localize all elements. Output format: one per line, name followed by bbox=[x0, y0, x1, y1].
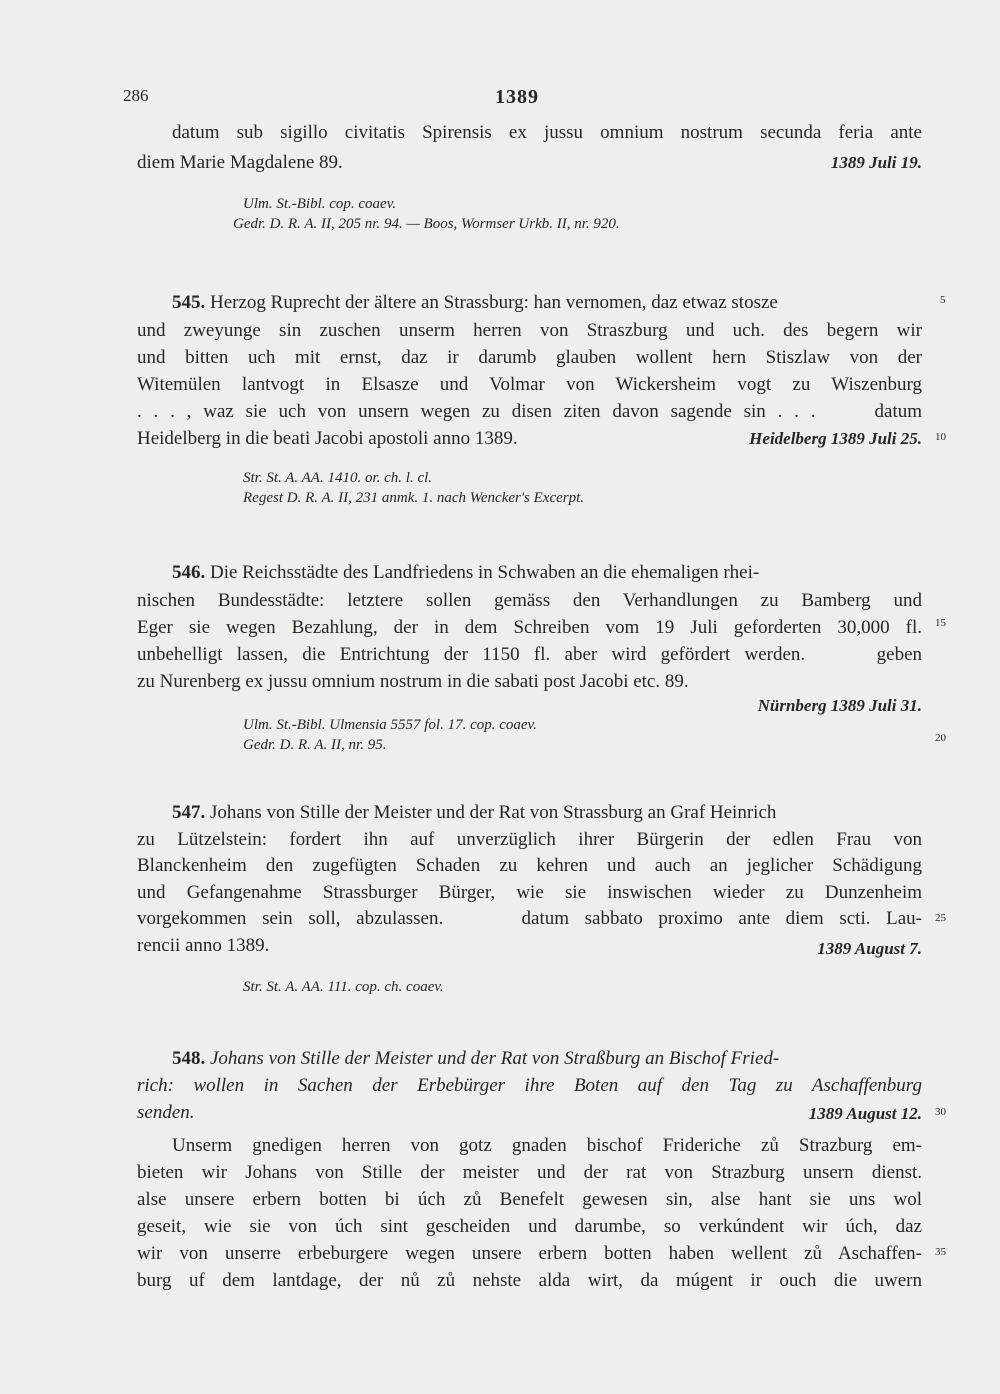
source-line: Str. St. A. AA. 111. cop. ch. coaev. bbox=[243, 979, 444, 995]
text-line: nischen Bundesstädte: letztere sollen gemäss den Verhandlungen zu Bamberg und bbox=[137, 590, 922, 611]
entry-first-line bbox=[172, 800, 922, 826]
text-line: zu Nurenberg ex jussu omnium nostrum in die sabati post Jacobi etc. 89. bbox=[137, 671, 689, 692]
text-line: und zweyunge sin zuschen unserm herren von Straszburg und uch. des begern wir bbox=[137, 320, 922, 341]
text-line: . . . , waz sie uch von unsern wegen zu disen ziten davon sagende sin . . . datum bbox=[137, 401, 922, 422]
text-line: Eger sie wegen Bezahlung, der in dem Schreiben vom 19 Juli geforderten 30,000 fl. bbox=[137, 617, 922, 638]
summary-line: rich: wollen in Sachen der Erbebürger ihre Boten auf den Tag zu Aschaffenburg bbox=[137, 1075, 922, 1096]
entry-date: Heidelberg 1389 Juli 25. bbox=[749, 429, 922, 448]
text-line: Blanckenheim den zugefügten Schaden zu kehren und auch an jeglicher Schädigung bbox=[137, 855, 922, 876]
margin-line-number: 15 bbox=[935, 617, 946, 629]
entry-first-line bbox=[172, 1046, 922, 1072]
margin-line-number: 30 bbox=[935, 1106, 946, 1118]
text-line: Heidelberg in die beati Jacobi apostoli anno 1389. bbox=[137, 428, 518, 449]
text-line: und bitten uch mit ernst, daz ir darumb glauben wollent hern Stiszlaw von der bbox=[137, 347, 922, 368]
entry-first-line bbox=[172, 560, 922, 586]
text-line: bieten wir Johans von Stille der meister und der rat von Strazburg unsern dienst. bbox=[137, 1162, 922, 1183]
text-line: zu Lützelstein: fordert ihn auf unverzüglich ihrer Bürgerin der edlen Frau von bbox=[137, 829, 922, 850]
entry-date: 1389 Juli 19. bbox=[830, 153, 922, 172]
text-line: Unserm gnedigen herren von gotz gnaden bischof Frideriche zů Strazburg em- bbox=[172, 1135, 922, 1156]
source-line: Regest D. R. A. II, 231 anmk. 1. nach Wencker's Excerpt. bbox=[243, 490, 585, 506]
summary-line: senden. bbox=[137, 1102, 195, 1123]
text-line: und Gefangenahme Strassburger Bürger, wie sie inswischen wieder zu Dunzenheim bbox=[137, 882, 922, 903]
margin-line-number: 10 bbox=[935, 431, 946, 443]
text-line: Die Reichsstädte des Landfriedens in Schwaben an die ehemaligen rhei- bbox=[210, 562, 760, 583]
entry-date: 1389 August 7. bbox=[817, 939, 922, 958]
entry-number: 547. bbox=[172, 802, 206, 823]
margin-line-number: 20 bbox=[935, 732, 946, 744]
text-line: datum sub sigillo civitatis Spirensis ex jussu omnium nostrum secunda feria ante bbox=[172, 122, 922, 143]
source-line: Ulm. St.-Bibl. cop. coaev. bbox=[243, 196, 397, 212]
text-line: diem Marie Magdalene 89. bbox=[137, 152, 343, 173]
running-head-year: 1389 bbox=[495, 86, 539, 108]
text-line: geseit, wie sie von úch sint gescheiden und darumbe, so verkúndent wir úch, daz bbox=[137, 1216, 922, 1237]
page-header bbox=[123, 86, 923, 116]
text-line: unbehelligt lassen, die Entrichtung der 1150 fl. aber wird gefördert werden. geben bbox=[137, 644, 922, 665]
entry-number: 548. bbox=[172, 1048, 206, 1069]
text-line: burg uf dem lantdage, der nů zů nehste alda wirt, da múgent ir ouch die uwern bbox=[137, 1270, 922, 1291]
text-line: Herzog Ruprecht der ältere an Strassburg: han vernomen, daz etwaz stosze bbox=[210, 292, 778, 313]
text-line: alse unsere erbern botten bi úch zů Benefelt gewesen sin, alse hant sie uns wol bbox=[137, 1189, 922, 1210]
margin-line-number: 5 bbox=[940, 294, 946, 306]
summary-line: Johans von Stille der Meister und der Rat von Straßburg an Bischof Fried- bbox=[210, 1048, 780, 1069]
source-line: Gedr. D. R. A. II, 205 nr. 94. — Boos, Wormser Urkb. II, nr. 920. bbox=[233, 216, 620, 232]
source-line: Str. St. A. AA. 1410. or. ch. l. cl. bbox=[243, 470, 433, 486]
entry-number: 546. bbox=[172, 562, 206, 583]
source-line: Ulm. St.-Bibl. Ulmensia 5557 fol. 17. cop. coaev. bbox=[243, 717, 537, 733]
margin-line-number: 35 bbox=[935, 1246, 946, 1258]
page-number: 286 bbox=[123, 86, 149, 105]
text-line: wir von unserre erbeburgere wegen unsere erbern botten haben wellent zů Aschaffen- bbox=[137, 1243, 922, 1264]
source-line: Gedr. D. R. A. II, nr. 95. bbox=[243, 737, 387, 753]
margin-line-number: 25 bbox=[935, 912, 946, 924]
entry-number: 545. bbox=[172, 292, 206, 313]
text-line: vorgekommen sein soll, abzulassen. datum sabbato proximo ante diem scti. Lau- bbox=[137, 908, 922, 929]
text-line: Johans von Stille der Meister und der Rat von Strassburg an Graf Heinrich bbox=[210, 802, 777, 823]
text-line: Witemülen lantvogt in Elsasze und Volmar von Wickersheim vogt zu Wiszenburg bbox=[137, 374, 922, 395]
entry-date: 1389 August 12. bbox=[808, 1104, 922, 1123]
text-line: rencii anno 1389. bbox=[137, 935, 270, 956]
entry-first-line bbox=[172, 290, 922, 316]
entry-date: Nürnberg 1389 Juli 31. bbox=[757, 696, 922, 715]
